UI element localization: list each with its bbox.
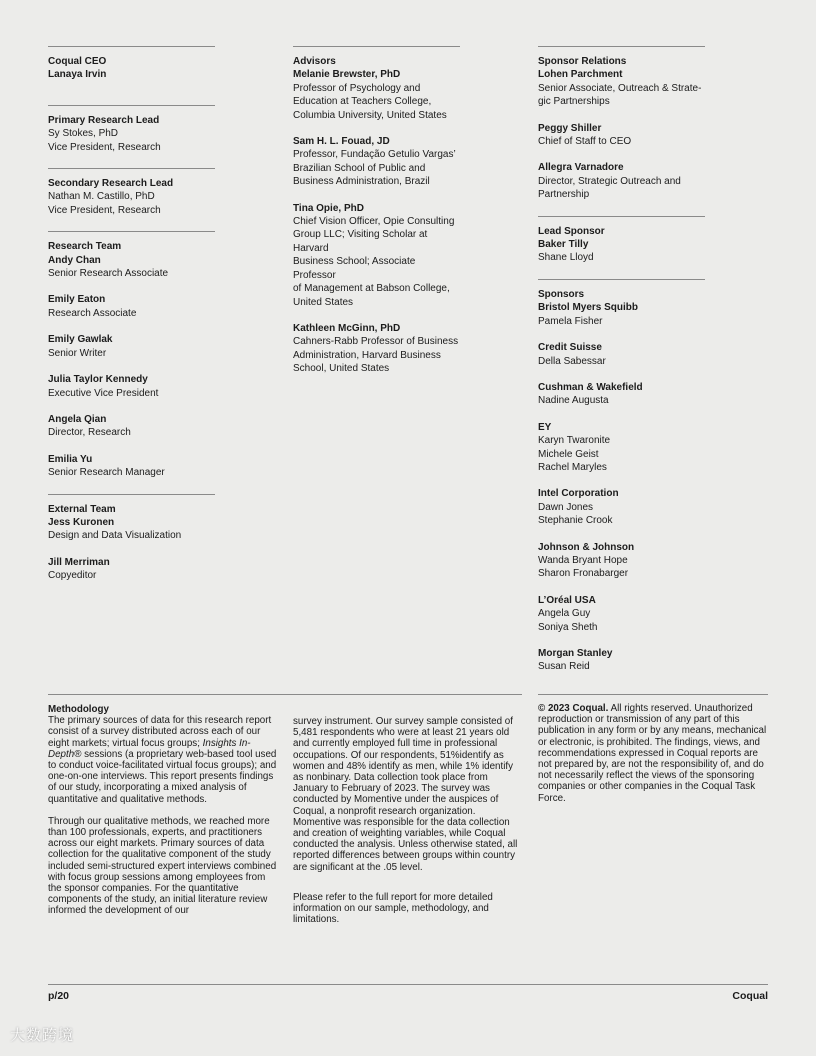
person-title: Senior Research Associate: [48, 268, 169, 280]
person-name: Tina Opie, PhD: [293, 202, 364, 214]
person-title: Cahners-Rabb Professor of Business: [293, 336, 459, 348]
group-heading: Sponsor Relations: [538, 56, 627, 67]
person-title: Business Administration, Brazil: [293, 176, 430, 188]
company-name: Johnson & Johnson: [538, 541, 635, 553]
person: [538, 161, 705, 201]
person-title: Administration, Harvard Business: [293, 349, 441, 361]
divider: [48, 494, 215, 495]
watermark: 大数跨境: [10, 1026, 75, 1044]
group-advisors: [293, 46, 460, 376]
person-name: Jess Kuronen: [48, 516, 115, 528]
person-title: Executive Vice President: [48, 387, 159, 399]
sponsor: [538, 381, 705, 408]
person-line: Karyn Twaronite: [538, 435, 611, 447]
copyright-text: All rights reserved. Unauthorized reproduction or transmission of any part of this publication in any form or by any means, mechanical or electronic, is prohibited. The findings, views, and recommendations expressed in Coqual reports are not prepared by, are not the responsibility of, and do not necessarily reflect the views of the sponsoring companies or other companies in the Coqual Task Force.: [538, 703, 767, 804]
person: [293, 322, 460, 376]
sponsor: [538, 647, 705, 674]
person-title: Partnership: [538, 189, 590, 201]
person-name: Melanie Brewster, PhD: [293, 69, 401, 81]
person-title: Chief Vision Officer, Opie Consulting: [293, 216, 455, 228]
person: [293, 68, 460, 122]
sponsor: [538, 541, 705, 581]
person-title: Business School; Associate Professor: [293, 256, 416, 281]
divider: [48, 168, 215, 169]
person-title: Group LLC; Visiting Scholar at Harvard: [293, 229, 428, 254]
person-line: Soniya Sheth: [538, 621, 598, 633]
divider: [48, 231, 215, 232]
group-lead-sponsor: [538, 216, 705, 265]
group-heading: Coqual CEO: [48, 56, 107, 67]
footer-brand: Coqual: [732, 990, 768, 1002]
footer-divider: [48, 984, 768, 985]
group-heading: Advisors: [293, 56, 336, 67]
person: [293, 202, 460, 309]
person-name: Sam H. L. Fouad, JD: [293, 136, 390, 148]
person-name: Emilia Yu: [48, 453, 93, 465]
person: [48, 373, 215, 400]
person-title: Director, Research: [48, 427, 131, 439]
copyright-owner: © 2023 Coqual.: [538, 703, 609, 714]
group-sponsor-relations: [538, 46, 705, 202]
person-name: Allegra Varnadore: [538, 162, 624, 174]
person-title: gic Partnerships: [538, 96, 610, 108]
group-ceo: [48, 46, 215, 82]
person-title: School, United States: [293, 363, 390, 375]
group-heading: Secondary Research Lead: [48, 178, 174, 190]
person-line: Wanda Bryant Hope: [538, 554, 628, 566]
person-line: Vice President, Research: [48, 204, 161, 216]
methodology-middle: [293, 716, 523, 925]
methodology-heading: Methodology: [48, 704, 109, 715]
copyright-notice: [538, 703, 768, 804]
person-title: Senior Writer: [48, 347, 107, 359]
person-title: of Management at Babson College,: [293, 283, 450, 295]
person-title: Professor of Psychology and: [293, 82, 421, 94]
insights-in-depth-term: Insights In-Depth®: [48, 737, 251, 760]
person-title: Senior Research Manager: [48, 467, 165, 479]
methodology-left: [48, 704, 278, 917]
person-title: Professor, Fundação Getulio Vargas’: [293, 149, 456, 161]
person: [48, 293, 215, 320]
person: [48, 453, 215, 480]
page-number: p/20: [48, 990, 70, 1002]
credits-column-2: [293, 46, 460, 390]
person-line: Sharon Fronabarger: [538, 568, 629, 580]
divider: [538, 46, 705, 47]
person-name: Peggy Shiller: [538, 122, 602, 134]
person-line: Rachel Maryles: [538, 461, 607, 473]
divider: [538, 279, 705, 280]
divider: [48, 46, 215, 47]
person: [48, 556, 215, 583]
methodology-paragraph: survey instrument. Our survey sample consisted of 5,481 respondents who were at least 21 years old and currently employed full time in professional occupations. Of our respondents, 51%identify as women and 48% identify as men, while 1% identify as nonbinary. Data collection took place from January to February of 2023. The survey was conducted by Momentive under the auspices of Coqual, a nonprofit research organization. Momentive was responsible for the data collection and creation of weighting variables, while Coqual conducted the analysis. Unless otherwise stated, all reported differences between groups within country are significant at the .05 level.: [293, 716, 518, 873]
methodology-paragraph: Please refer to the full report for more detailed information on our sample, methodology, and limitations.: [293, 891, 493, 926]
person-line: Sy Stokes, PhD: [48, 128, 119, 140]
person: [48, 333, 215, 360]
person-line: Shane Lloyd: [538, 252, 594, 264]
credits-column-3: [538, 46, 705, 688]
group-heading: External Team: [48, 503, 116, 515]
group-primary-research-lead: [48, 105, 215, 154]
company-name: EY: [538, 421, 552, 433]
person-title: Copyeditor: [48, 570, 97, 582]
person-name: Julia Taylor Kennedy: [48, 374, 148, 386]
group-external-team: [48, 494, 215, 583]
company-name: Credit Suisse: [538, 342, 602, 354]
person-title: Director, Strategic Outreach and: [538, 175, 681, 187]
sponsor: [538, 301, 705, 328]
person-title: United States: [293, 296, 354, 308]
person-title: Research Associate: [48, 307, 137, 319]
company-name: Baker Tilly: [538, 239, 589, 251]
person: [48, 413, 215, 440]
sponsor: [538, 341, 705, 368]
person-name: Lanaya Irvin: [48, 69, 107, 81]
person-name: Emily Gawlak: [48, 334, 113, 346]
person-name: Angela Qian: [48, 413, 107, 425]
person-line: Della Sabessar: [538, 355, 606, 367]
person: [48, 516, 215, 543]
person-name: Emily Eaton: [48, 294, 106, 306]
person-name: Kathleen McGinn, PhD: [293, 322, 401, 334]
person-line: Vice President, Research: [48, 141, 161, 153]
person-line: Pamela Fisher: [538, 315, 603, 327]
person: [538, 68, 705, 108]
group-heading: Primary Research Lead: [48, 114, 160, 126]
group-research-team: [48, 231, 215, 479]
group-heading: Lead Sponsor: [538, 225, 605, 237]
credits-column-1: [48, 46, 215, 597]
company-name: Bristol Myers Squibb: [538, 302, 639, 314]
group-heading: Sponsors: [538, 288, 585, 300]
person-name: Jill Merriman: [48, 556, 110, 568]
company-name: L’Oréal USA: [538, 594, 596, 606]
person-line: Susan Reid: [538, 661, 590, 673]
divider: [538, 216, 705, 217]
copyright-divider: [538, 694, 768, 695]
person-name: Lohen Parchment: [538, 69, 623, 81]
company-name: Cushman & Wakefield: [538, 381, 643, 393]
methodology-paragraph: Through our qualitative methods, we reached more than 100 professionals, experts, and practitioners across our eight markets. Primary sources of data collection for the qualitative component of the study included semi-structured expert interviews combined with focus group sessions among employees from the sponsor companies. For the quantitative components of the study, an initial literature review informed the development of our: [48, 815, 277, 917]
person-title: Brazilian School of Public and: [293, 162, 426, 174]
group-heading: Research Team: [48, 241, 122, 253]
person-line: Nadine Augusta: [538, 395, 609, 407]
person-line: Stephanie Crook: [538, 515, 613, 527]
person-line: Nathan M. Castillo, PhD: [48, 191, 155, 203]
methodology-paragraph: The primary sources of data for this research report consist of a survey distributed across each of our eight markets; virtual focus groups; Insights In-Depth® sessions (a proprietary web-based tool used to conduct voice-facilitated virtual focus groups); and one-on-one interviews. This report presents findings of our study, incorporating a mixed analysis of quantitative and qualitative methods.: [48, 715, 277, 805]
divider: [293, 46, 460, 47]
methodology-divider: [48, 694, 522, 695]
person-line: Michele Geist: [538, 448, 599, 460]
sponsor: [538, 487, 705, 527]
person: [48, 254, 215, 281]
person-line: Dawn Jones: [538, 501, 594, 513]
person-name: Andy Chan: [48, 254, 101, 266]
company-name: Morgan Stanley: [538, 648, 613, 659]
person-title: Design and Data Visualization: [48, 530, 182, 542]
company-name: Intel Corporation: [538, 488, 619, 500]
person-title: Columbia University, United States: [293, 109, 447, 121]
person-title: Senior Associate, Outreach & Strate-: [538, 82, 702, 94]
sponsor: [538, 594, 705, 634]
person: [293, 135, 460, 189]
person-title: Education at Teachers College,: [293, 96, 432, 108]
person-title: Chief of Staff to CEO: [538, 136, 632, 148]
group-sponsors: [538, 279, 705, 674]
sponsor: [538, 421, 705, 475]
divider: [48, 105, 215, 106]
person: [538, 122, 705, 149]
group-secondary-research-lead: [48, 168, 215, 217]
person-line: Angela Guy: [538, 608, 591, 620]
